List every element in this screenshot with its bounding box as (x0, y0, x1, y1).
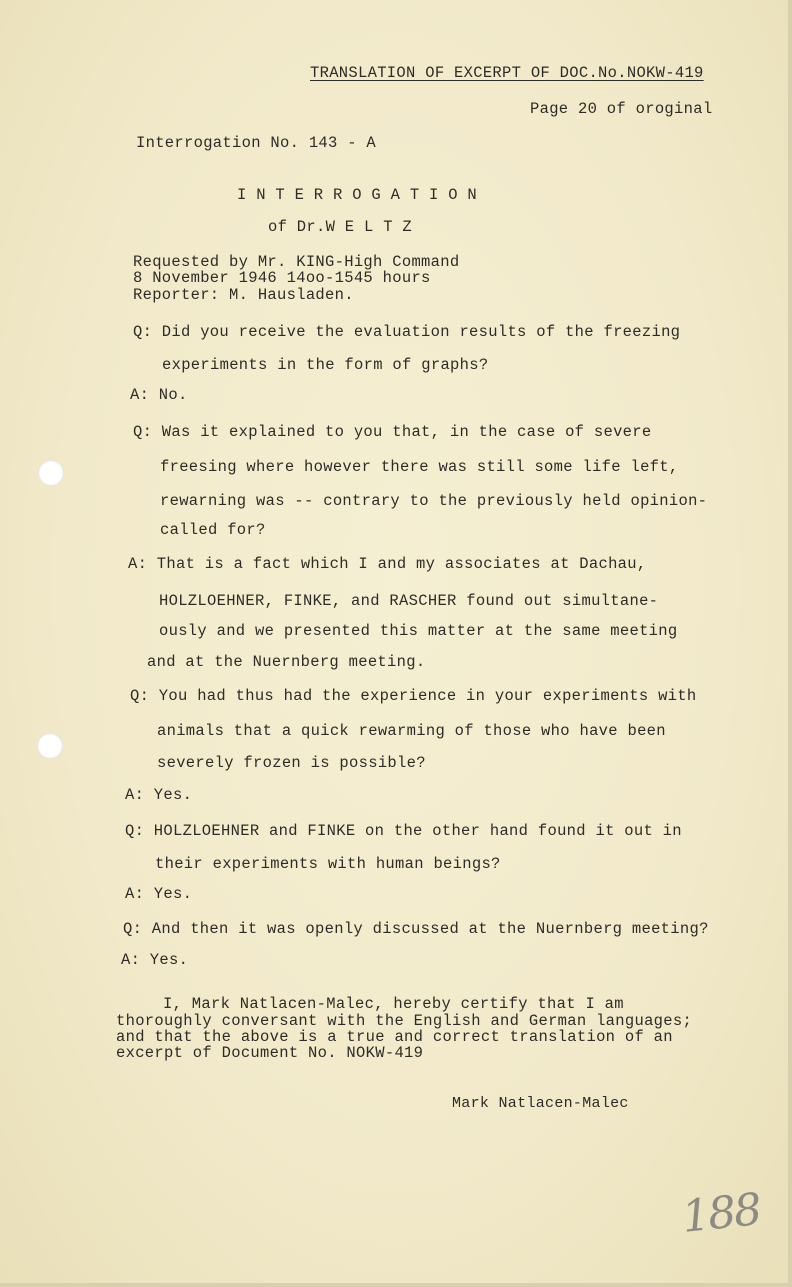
certification-line: and that the above is a true and correct translation of an (116, 1028, 673, 1046)
qa-line: and at the Nuernberg meeting. (147, 653, 426, 671)
qa-line: their experiments with human beings? (155, 855, 501, 873)
qa-line: called for? (160, 521, 266, 539)
qa-line: animals that a quick rewarming of those who have been (157, 722, 666, 740)
qa-line: HOLZLOEHNER, FINKE, and RASCHER found out simultane- (159, 592, 659, 610)
qa-line: A: Yes. (121, 951, 189, 969)
qa-line: Q: HOLZLOEHNER and FINKE on the other hand found it out in (125, 822, 682, 840)
qa-line: rewarning was -- contrary to the previously held opinion- (160, 492, 708, 510)
qa-line: Q: Was it explained to you that, in the case of severe (133, 423, 652, 441)
qa-line: A: No. (130, 386, 188, 404)
qa-line: Q: And then it was openly discussed at the Nuernberg meeting? (123, 920, 709, 938)
page-edge-right (788, 0, 792, 1287)
interrogation-number: Interrogation No. 143 - A (136, 134, 377, 152)
page-edge-bottom (0, 1283, 792, 1287)
qa-line: A: Yes. (125, 786, 193, 804)
qa-line: freesing where however there was still some life left, (160, 458, 679, 476)
requested-by: Requested by Mr. KING-High Command (133, 253, 460, 271)
qa-line: severely frozen is possible? (157, 754, 426, 772)
certification-line: I, Mark Natlacen-Malec, hereby certify that I am (163, 995, 624, 1013)
page-reference: Page 20 of oroginal (530, 100, 713, 118)
punch-hole-bottom (37, 733, 63, 759)
qa-line: A: That is a fact which I and my associates at Dachau, (128, 555, 647, 573)
handwritten-page-number: 188 (679, 1184, 763, 1243)
reporter: Reporter: M. Hausladen. (133, 286, 354, 304)
punch-hole-top (38, 460, 64, 486)
document-title: TRANSLATION OF EXCERPT OF DOC.No.NOKW-419 (310, 64, 704, 82)
interrogation-date: 8 November 1946 14oo-1545 hours (133, 269, 431, 287)
certification-line: thoroughly conversant with the English and German languages; (116, 1012, 693, 1030)
qa-line: Q: Did you receive the evaluation results of the freezing (133, 323, 681, 341)
translator-signature: Mark Natlacen-Malec (452, 1095, 629, 1112)
qa-line: A: Yes. (125, 885, 193, 903)
interrogation-subject: of Dr.W E L T Z (268, 218, 413, 236)
qa-line: experiments in the form of graphs? (162, 356, 489, 374)
interrogation-heading: I N T E R R O G A T I O N (237, 186, 478, 204)
certification-line: excerpt of Document No. NOKW-419 (116, 1044, 424, 1062)
qa-line: ously and we presented this matter at the same meeting (159, 622, 678, 640)
qa-line: Q: You had thus had the experience in your experiments with (130, 687, 697, 705)
